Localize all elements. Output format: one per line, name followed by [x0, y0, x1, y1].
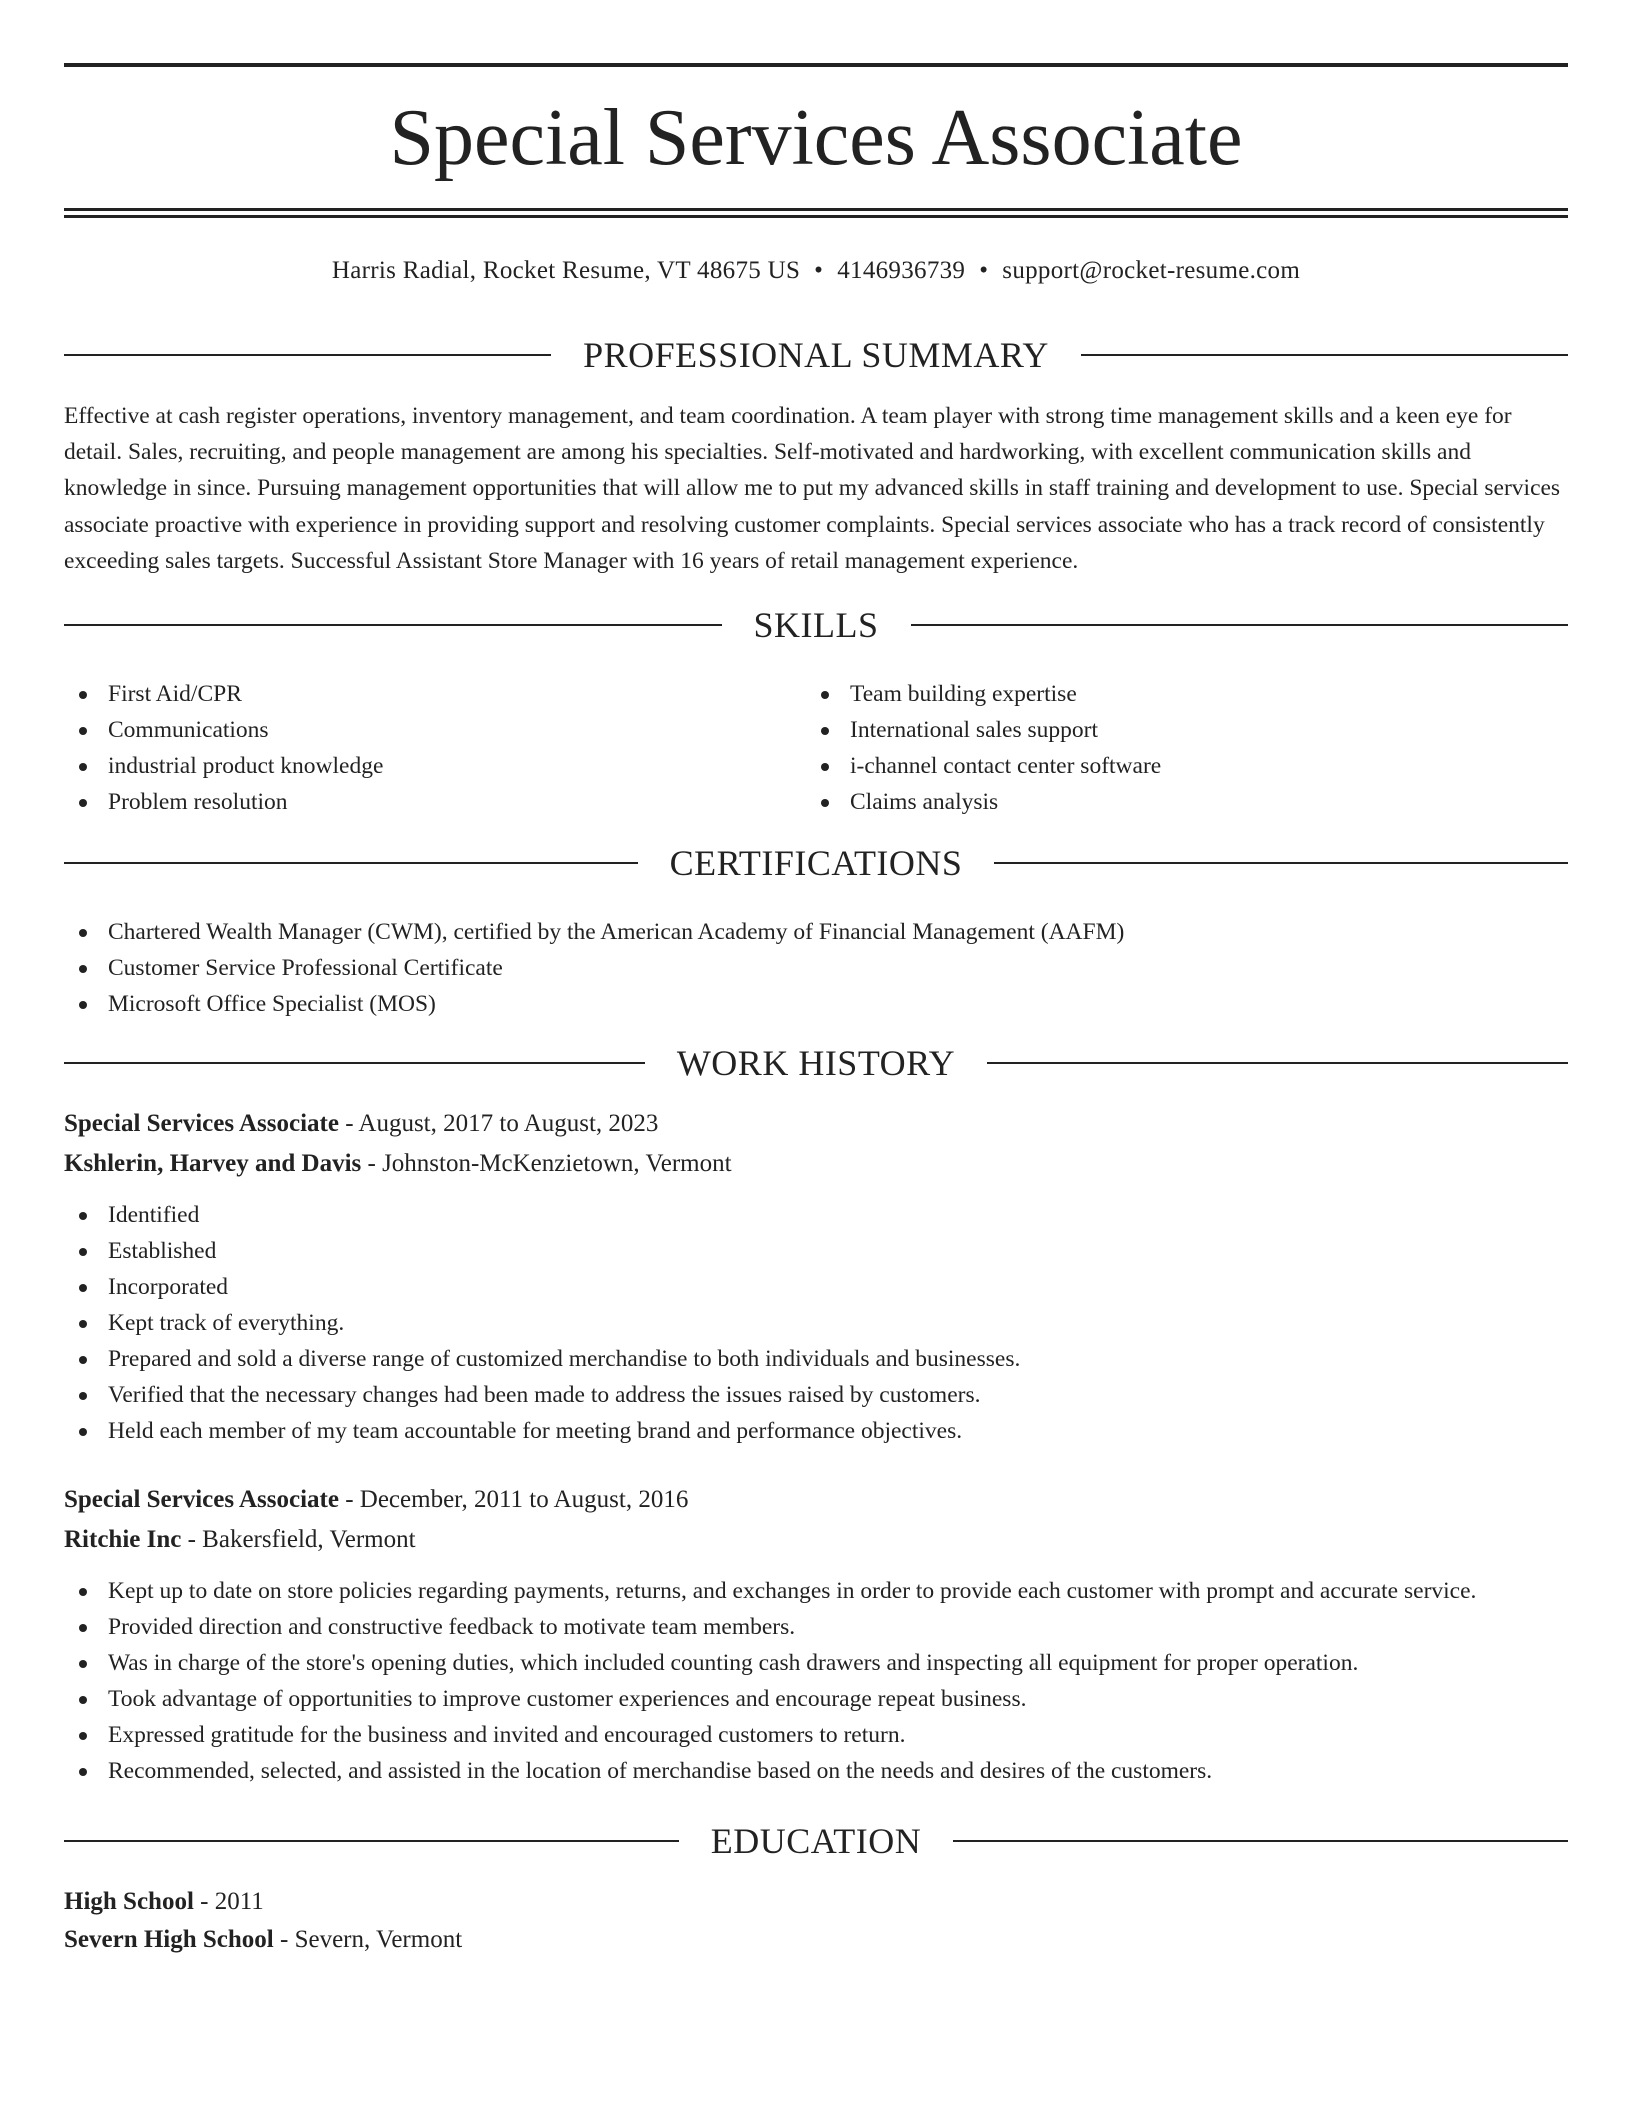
section-rule: [64, 354, 551, 356]
contact-line: [64, 255, 1568, 287]
job-title: Special Services Associate: [64, 1110, 339, 1137]
skill-item: Team building expertise: [806, 676, 1566, 712]
skill-item: industrial product knowledge: [64, 748, 804, 784]
section-rule: [64, 1062, 645, 1064]
skill-item: Problem resolution: [64, 784, 804, 820]
job-title-line: [64, 1482, 1568, 1518]
job-company: Kshlerin, Harvey and Davis: [64, 1150, 362, 1177]
section-rule: [64, 1840, 679, 1842]
skills-list-left: [64, 676, 804, 820]
job-title: Special Services Associate: [64, 1486, 339, 1513]
education-degree-line: [64, 1884, 1568, 1920]
skill-item: Communications: [64, 712, 804, 748]
section-header-summary: [64, 333, 1568, 377]
contact-address: Harris Radial, Rocket Resume, VT 48675 US: [331, 257, 801, 284]
education-year: - 2011: [193, 1888, 264, 1915]
job-company-line: [64, 1522, 1568, 1558]
certification-item: Customer Service Professional Certificate: [64, 950, 1568, 986]
contact-separator: •: [814, 257, 824, 284]
job-duties-list: [64, 1197, 1568, 1449]
certifications-list: [64, 914, 1568, 1022]
section-rule: [953, 1840, 1568, 1842]
skills-list-right: [806, 676, 1566, 820]
section-header-education: [64, 1819, 1568, 1863]
double-rule-upper: [64, 208, 1568, 211]
education-location: - Severn, Vermont: [273, 1926, 463, 1953]
education-degree: High School: [64, 1888, 194, 1915]
certification-item: Microsoft Office Specialist (MOS): [64, 986, 1568, 1022]
skill-item: International sales support: [806, 712, 1566, 748]
job-duty: Provided direction and constructive feedback to motivate team members.: [64, 1609, 1568, 1645]
job-duty: Took advantage of opportunities to improve customer experiences and encourage repeat business.: [64, 1681, 1568, 1717]
job-company-line: [64, 1146, 1568, 1182]
job-duty: Expressed gratitude for the business and invited and encouraged customers to return.: [64, 1717, 1568, 1753]
section-header-certifications: [64, 841, 1568, 885]
contact-phone: 4146936739: [837, 257, 966, 284]
job-duty: Identified: [64, 1197, 1568, 1233]
summary-text: Effective at cash register operations, inventory management, and team coordination. A team player with strong time management skills and a keen eye for detail. Sales, recruiting, and people management are among his specialties. Self-motivated and hardworking, with excellent communication skills and knowledge in since. Pursuing management opportunities that will allow me to put my advanced skills in staff training and development to use. Special services associate proactive with experience in providing support and resolving customer complaints. Special services associate who has a track record of consistently exceeding sales targets. Successful Assistant Store Manager with 16 years of retail management experience.: [64, 403, 1561, 574]
job-duty: Kept up to date on store policies regarding payments, returns, and exchanges in order to provide each customer with prompt and accurate service.: [64, 1573, 1568, 1609]
section-rule: [911, 624, 1569, 626]
skill-item: i-channel contact center software: [806, 748, 1566, 784]
job-duties-list: [64, 1573, 1568, 1789]
job-duty: Was in charge of the store's opening duties, which included counting cash drawers and inspecting all equipment for proper operation.: [64, 1645, 1568, 1681]
skill-item: First Aid/CPR: [64, 676, 804, 712]
job-duty: Verified that the necessary changes had been made to address the issues raised by customers.: [64, 1377, 1568, 1413]
job-duty: Kept track of everything.: [64, 1305, 1568, 1341]
section-title-work: WORK HISTORY: [676, 1043, 956, 1083]
resume-name: Special Services Associate: [389, 94, 1243, 182]
section-rule: [987, 1062, 1568, 1064]
section-header-work: [64, 1041, 1568, 1085]
section-rule: [994, 862, 1568, 864]
job-location: - Johnston-McKenzietown, Vermont: [361, 1150, 732, 1177]
section-header-skills: [64, 603, 1568, 647]
skill-item: Claims analysis: [806, 784, 1566, 820]
double-rule-lower: [64, 215, 1568, 218]
top-rule: [64, 63, 1568, 67]
section-rule: [64, 624, 722, 626]
job-duty: Recommended, selected, and assisted in the location of merchandise based on the needs and desires of the customers.: [64, 1753, 1568, 1789]
section-rule: [64, 862, 638, 864]
job-location: - Bakersfield, Vermont: [181, 1526, 416, 1553]
certification-item: Chartered Wealth Manager (CWM), certified by the American Academy of Financial Management (AAFM): [64, 914, 1568, 950]
job-duty: Prepared and sold a diverse range of customized merchandise to both individuals and businesses.: [64, 1341, 1568, 1377]
education-school-line: [64, 1922, 1568, 1958]
job-duty: Incorporated: [64, 1269, 1568, 1305]
job-company: Ritchie Inc: [64, 1526, 182, 1553]
contact-separator: •: [979, 257, 989, 284]
section-rule: [1081, 354, 1568, 356]
job-title-line: [64, 1106, 1568, 1142]
education-school: Severn High School: [64, 1926, 274, 1953]
contact-email: support@rocket-resume.com: [1002, 257, 1301, 284]
job-duty: Established: [64, 1233, 1568, 1269]
job-dates: - August, 2017 to August, 2023: [338, 1110, 659, 1137]
section-title-education: EDUCATION: [710, 1821, 922, 1861]
section-title-certifications: CERTIFICATIONS: [669, 843, 963, 883]
section-title-skills: SKILLS: [753, 605, 879, 645]
job-dates: - December, 2011 to August, 2016: [338, 1486, 689, 1513]
job-duty: Held each member of my team accountable for meeting brand and performance objectives.: [64, 1413, 1568, 1449]
section-title-summary: PROFESSIONAL SUMMARY: [583, 335, 1049, 375]
